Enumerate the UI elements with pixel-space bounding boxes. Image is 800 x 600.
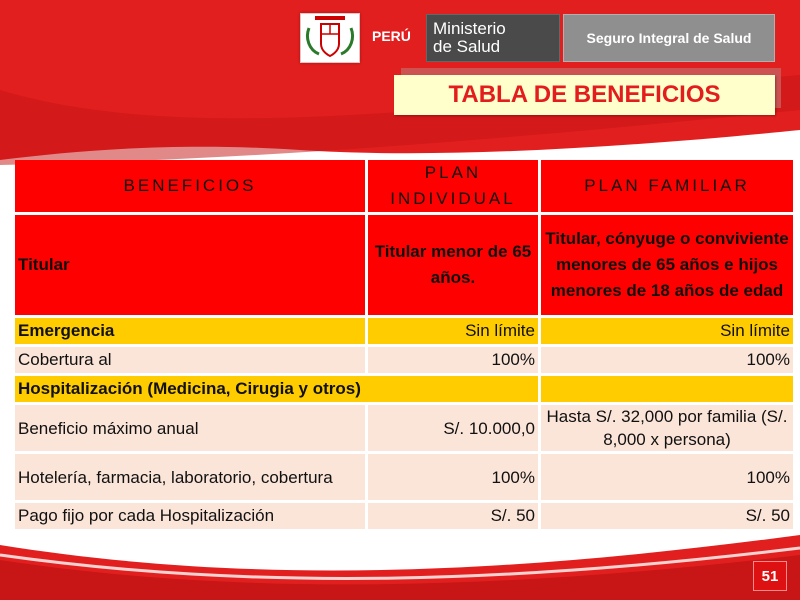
row-familiar: Sin límite [541,318,793,344]
row-individual: S/. 10.000,0 [368,405,538,451]
titular-row [15,215,793,315]
ministry-logo [426,14,560,62]
insurance-logo: Seguro Integral de Salud [563,14,775,62]
row-individual: Sin límite [368,318,538,344]
row-familiar: 100% [541,454,793,500]
benefits-table [12,157,796,532]
row-label: Cobertura al [15,347,365,373]
row-label: Hotelería, farmacia, laboratorio, cobertura [15,454,365,500]
section-empty [541,376,793,402]
table-row [15,405,793,451]
titular-familiar: Titular, cónyuge o conviviente menores de 65 años e hijos menores de 18 años de edad [541,215,793,315]
row-label: Emergencia [15,318,365,344]
row-label: Pago fijo por cada Hospitalización [15,503,365,529]
row-familiar: Hasta S/. 32,000 por familia (S/. 8,000 x persona) [541,405,793,451]
ministry-label-line1: Ministerio [433,19,506,38]
row-familiar: S/. 50 [541,503,793,529]
row-individual: 100% [368,347,538,373]
table-row [15,318,793,344]
section-label: Hospitalización (Medicina, Cirugia y otros) [15,376,538,402]
row-label: Beneficio máximo anual [15,405,365,451]
row-familiar: 100% [541,347,793,373]
section-row [15,376,793,402]
row-individual: 100% [368,454,538,500]
table-row [15,347,793,373]
page-title: TABLA DE BENEFICIOS [394,75,775,115]
header [0,0,800,70]
coat-of-arms-logo [300,13,360,63]
table-header-row [15,160,793,212]
ministry-label-line2: de Salud [433,37,501,56]
row-individual: S/. 50 [368,503,538,529]
header-family-plan: PLAN FAMILIAR [541,160,793,212]
slide-number: 51 [753,561,787,591]
country-label: PERÚ [372,28,411,44]
table-row [15,454,793,500]
table-row [15,503,793,529]
header-individual-plan: PLAN INDIVIDUAL [368,160,538,212]
header-benefits: BENEFICIOS [15,160,365,212]
titular-individual: Titular menor de 65 años. [368,215,538,315]
titular-label: Titular [15,215,365,315]
footer-wave [0,530,800,600]
